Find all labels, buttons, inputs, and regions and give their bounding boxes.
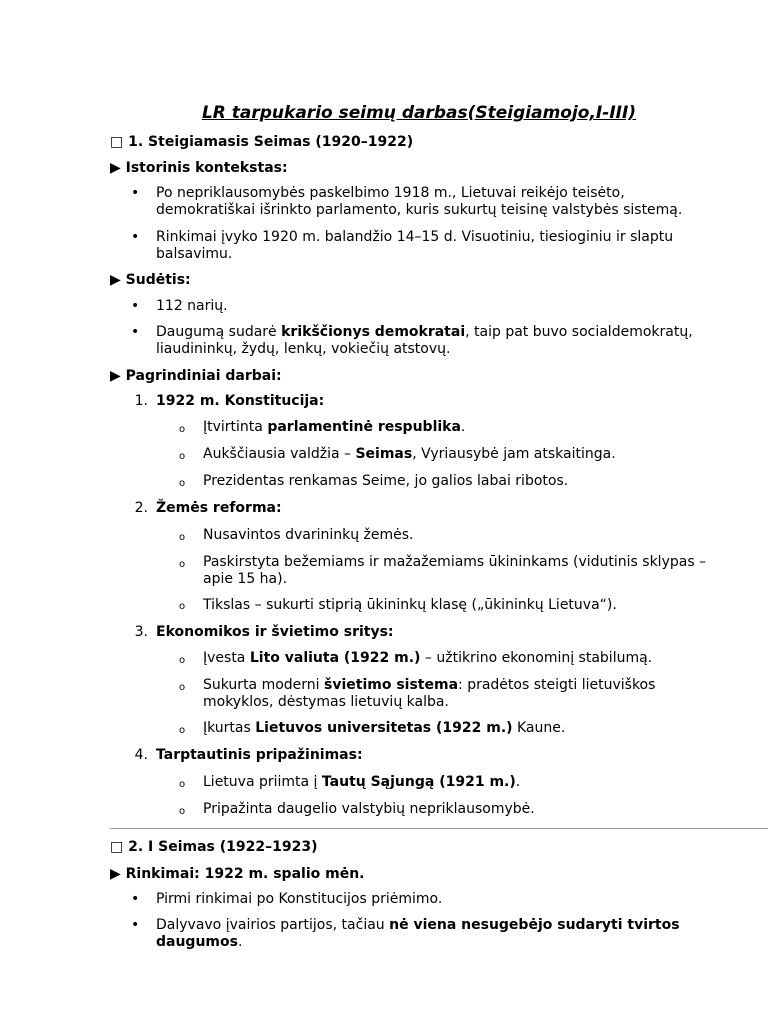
work-2-item-3: Tikslas – sukurti stiprią ūkininkų klasę („ūkininkų Lietuva“). <box>203 597 617 613</box>
bullet-icon: • <box>131 298 140 314</box>
list-number: 1. <box>134 393 148 409</box>
sub-bullet-icon: o <box>179 682 186 693</box>
work-3-item-1: Įvesta Lito valiuta (1922 m.) – užtikrino ekonominį stabilumą. <box>203 650 653 666</box>
work-1-item-3: Prezidentas renkamas Seime, jo galios labai ribotos. <box>203 473 569 489</box>
work-2-title: Žemės reforma: <box>156 500 282 516</box>
sub-bullet-icon: o <box>179 424 186 435</box>
work-2-item-1: Nusavintos dvarininkų žemės. <box>203 527 414 543</box>
work-4-item-1: Lietuva priimta į Tautų Sąjungą (1921 m.). <box>203 774 521 790</box>
document-title: LR tarpukario seimų darbas(Steigiamojo,I-III) <box>201 103 637 123</box>
works-label: ▶ Pagrindiniai darbai: <box>110 368 282 384</box>
sub-bullet-icon: o <box>179 532 186 543</box>
section-1-heading: □ 1. Steigiamasis Seimas (1920–1922) <box>110 134 414 150</box>
elections-item-2: Dalyvavo įvairios partijos, tačiau nė viena nesugebėjo sudaryti tvirtos daugumos. <box>156 917 680 950</box>
work-3-item-2: Sukurta moderni švietimo sistema: pradėtos steigti lietuviškos mokyklos, dėstymas lietuvių kalba. <box>203 677 656 710</box>
bullet-icon: • <box>131 917 140 933</box>
work-4-title: Tarptautinis pripažinimas: <box>156 747 363 763</box>
bullet-icon: • <box>131 891 140 907</box>
sub-bullet-icon: o <box>179 779 186 790</box>
work-3-title: Ekonomikos ir švietimo sritys: <box>156 624 394 640</box>
sub-bullet-icon: o <box>179 601 186 612</box>
sub-bullet-icon: o <box>179 655 186 666</box>
list-number: 2. <box>134 500 148 516</box>
section-icon: □ <box>110 839 124 855</box>
sub-bullet-icon: o <box>179 725 186 736</box>
sub-bullet-icon: o <box>179 806 186 817</box>
bullet-icon: • <box>131 229 140 245</box>
sub-bullet-icon: o <box>179 451 186 462</box>
composition-item-1: 112 narių. <box>156 298 228 314</box>
section-2-heading: □ 2. I Seimas (1922–1923) <box>110 839 318 855</box>
work-1-item-1: Įtvirtinta parlamentinė respublika. <box>203 419 466 435</box>
composition-item-2: Daugumą sudarė krikščionys demokratai, taip pat buvo socialdemokratų, liaudininkų, žydų, lenkų, vokiečių atstovų. <box>156 324 693 357</box>
composition-label: ▶ Sudėtis: <box>110 272 191 288</box>
elections-item-1: Pirmi rinkimai po Konstitucijos priėmimo. <box>156 891 443 907</box>
work-1-title: 1922 m. Konstitucija: <box>156 393 325 409</box>
context-item-1: Po nepriklausomybės paskelbimo 1918 m., Lietuvai reikėjo teisėto, demokratiškai išrinkto parlamento, kuris sukurtų teisinę valstybės sistemą. <box>156 185 683 218</box>
work-3-item-3: Įkurtas Lietuvos universitetas (1922 m.) Kaune. <box>203 720 566 736</box>
work-1-item-2: Aukščiausia valdžia – Seimas, Vyriausybė jam atskaitinga. <box>203 446 616 462</box>
bullet-icon: • <box>131 324 140 340</box>
work-2-item-2: Paskirstyta bežemiams ir mažažemiams ūkininkams (vidutinis sklypas – apie 15 ha). <box>203 554 707 587</box>
sub-bullet-icon: o <box>179 478 186 489</box>
context-item-2: Rinkimai įvyko 1920 m. balandžio 14–15 d. Visuotiniu, tiesioginiu ir slaptu balsavimu. <box>156 229 674 262</box>
elections-label: ▶ Rinkimai: 1922 m. spalio mėn. <box>110 866 365 882</box>
horizontal-rule <box>110 828 768 829</box>
bullet-icon: • <box>131 185 140 201</box>
section-icon: □ <box>110 134 124 150</box>
list-number: 4. <box>134 747 148 763</box>
sub-bullet-icon: o <box>179 559 186 570</box>
work-4-item-2: Pripažinta daugelio valstybių nepriklausomybė. <box>203 801 535 817</box>
list-number: 3. <box>134 624 148 640</box>
context-label: ▶ Istorinis kontekstas: <box>110 160 288 176</box>
